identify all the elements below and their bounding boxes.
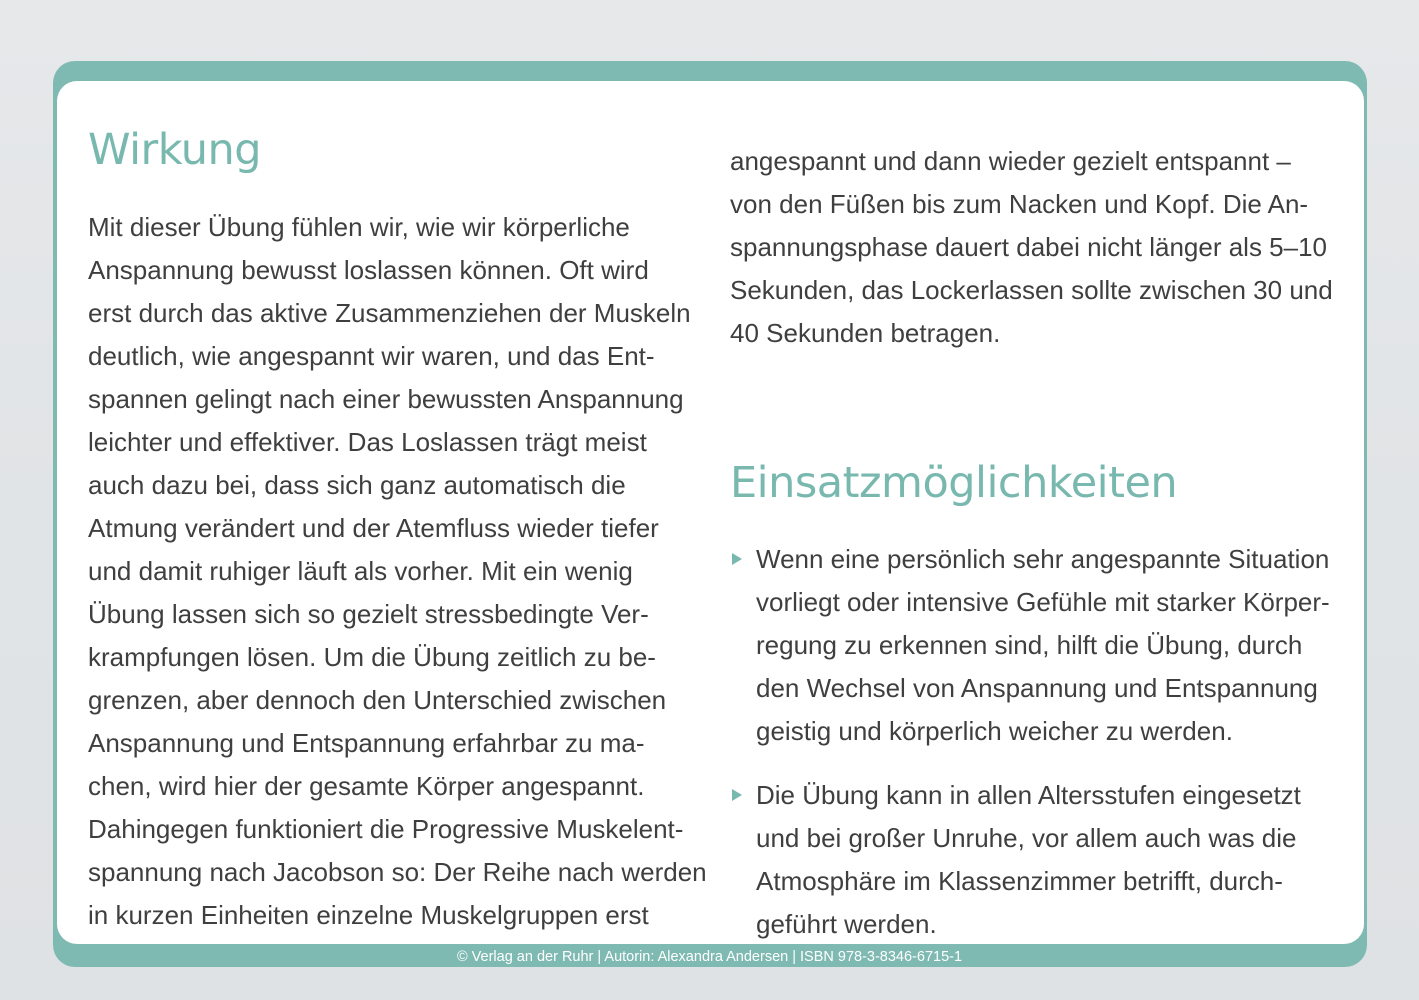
right-column: [730, 140, 1333, 967]
text-line: krampfungen lösen. Um die Übung zeitlich zu be-: [88, 642, 656, 672]
text-line: und bei großer Unruhe, vor allem auch was die: [756, 823, 1297, 853]
text-line: deutlich, wie angespannt wir waren, und das Ent-: [88, 341, 655, 371]
text-line: Die Übung kann in allen Altersstufen eingesetzt: [756, 780, 1301, 810]
heading-einsatzmoeglichkeiten: Einsatzmöglichkeiten: [730, 458, 1178, 508]
text-line: Mit dieser Übung fühlen wir, wie wir körperliche: [88, 212, 630, 242]
list-item: [730, 774, 1330, 946]
continued-paragraph: [730, 140, 1333, 355]
text-line: erst durch das aktive Zusammenziehen der Muskeln: [88, 298, 691, 328]
footer-credits: © Verlag an der Ruhr | Autorin: Alexandra Andersen | ISBN 978-3-8346-6715-1: [456, 949, 963, 965]
text-line: geführt werden.: [756, 909, 937, 939]
text-line: Anspannung bewusst loslassen können. Oft wird: [88, 255, 649, 285]
text-line: 40 Sekunden betragen.: [730, 318, 1001, 348]
bullet-list: [730, 538, 1330, 946]
text-line: und damit ruhiger läuft als vorher. Mit ein wenig: [88, 556, 633, 586]
text-line: spannen gelingt nach einer bewussten Anspannung: [88, 384, 684, 414]
text-line: den Wechsel von Anspannung und Entspannung: [756, 673, 1318, 703]
text-line: Übung lassen sich so gezielt stressbedingte Ver-: [88, 599, 649, 629]
triangle-bullet-icon: [732, 553, 742, 565]
triangle-bullet-icon: [732, 789, 742, 801]
text-line: in kurzen Einheiten einzelne Muskelgruppen erst: [88, 900, 649, 930]
text-line: geistig und körperlich weicher zu werden.: [756, 716, 1233, 746]
text-line: chen, wird hier der gesamte Körper angespannt.: [88, 771, 645, 801]
text-line: leichter und effektiver. Das Loslassen trägt meist: [88, 427, 647, 457]
text-line: grenzen, aber dennoch den Unterschied zwischen: [88, 685, 667, 715]
text-line: spannungsphase dauert dabei nicht länger als 5–10: [730, 232, 1328, 262]
text-line: Wenn eine persönlich sehr angespannte Situation: [756, 544, 1330, 574]
text-line: Anspannung und Entspannung erfahrbar zu ma-: [88, 728, 645, 758]
heading-wirkung: Wirkung: [88, 125, 262, 175]
list-item: [730, 538, 1330, 753]
text-line: regung zu erkennen sind, hilft die Übung, durch: [756, 630, 1303, 660]
text-line: von den Füßen bis zum Nacken und Kopf. Die An-: [730, 189, 1309, 219]
text-line: Dahingegen funktioniert die Progressive Muskelent-: [88, 814, 684, 844]
text-line: Atmung verändert und der Atemfluss wieder tiefer: [88, 513, 659, 543]
text-line: angespannt und dann wieder gezielt entspannt –: [730, 146, 1291, 176]
text-line: Sekunden, das Lockerlassen sollte zwischen 30 und: [730, 275, 1333, 305]
text-line: Atmosphäre im Klassenzimmer betrifft, durch-: [756, 866, 1283, 896]
left-column: [88, 120, 707, 937]
wirkung-paragraph: [88, 206, 707, 937]
text-line: vorliegt oder intensive Gefühle mit starker Körper-: [756, 587, 1330, 617]
text-line: auch dazu bei, dass sich ganz automatisch die: [88, 470, 626, 500]
text-line: spannung nach Jacobson so: Der Reihe nach werden: [88, 857, 707, 887]
